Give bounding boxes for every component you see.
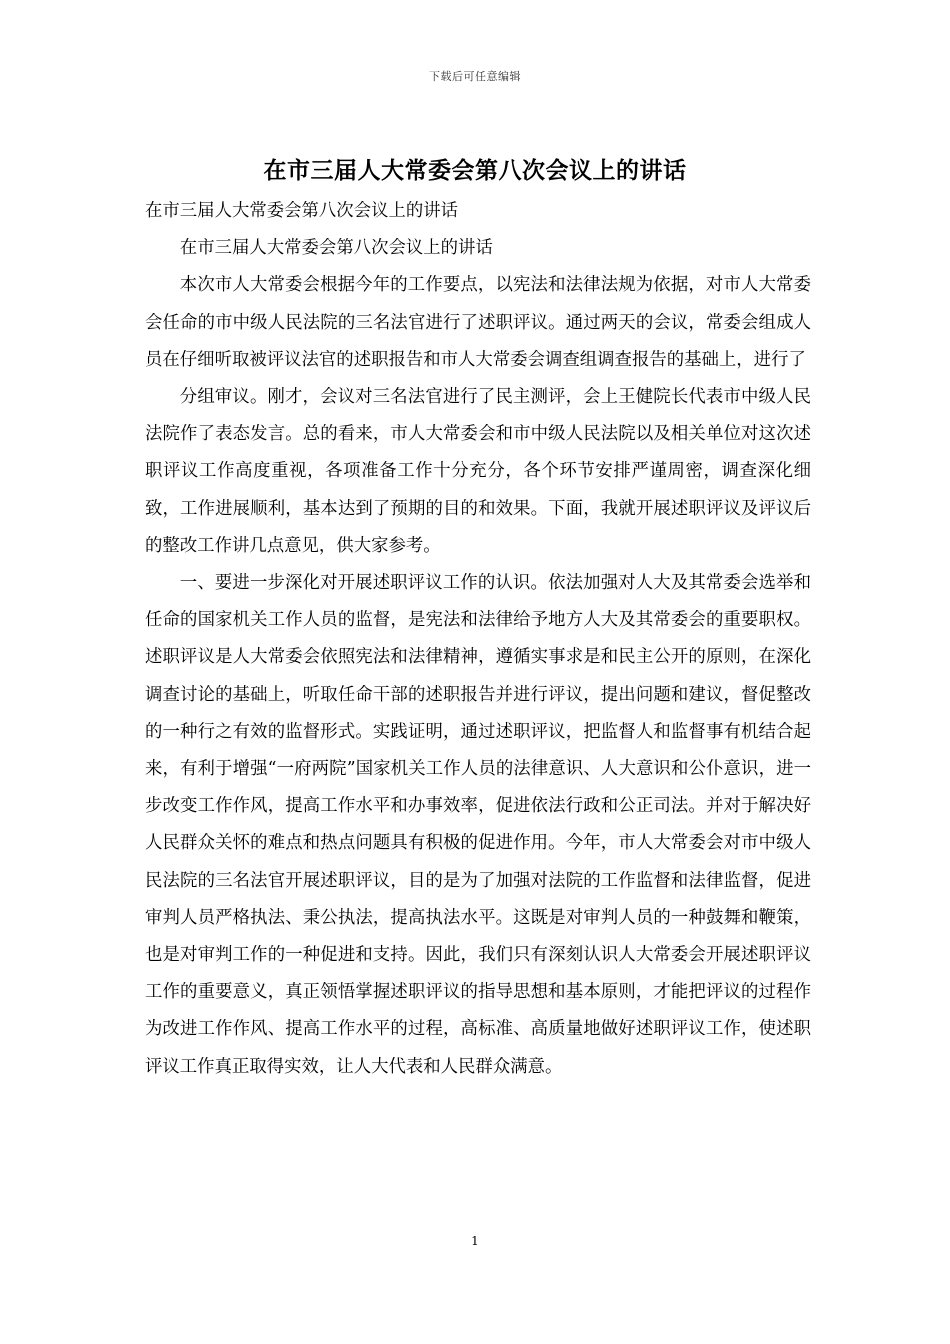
- subtitle-line: 在市三届人大常委会第八次会议上的讲话: [145, 201, 459, 221]
- paragraph-review: 分组审议。刚才，会议对三名法官进行了民主测评，会上王健院长代表市中级人民法院作了表态发言。总的看来，市人大常委会和市中级人民法院以及相关单位对这次述职评议工作高度重视，各项准备工作十分充分，各个环节安排严谨周密，调查深化细致，工作进展顺利，基本达到了预期的目的和效果。下面，我就开展述职评议及评议后的整改工作讲几点意见，供大家参考。: [145, 387, 811, 556]
- paragraph-intro: 本次市人大常委会根据今年的工作要点，以宪法和法律法规为依据，对市人大常委会任命的市中级人民法院的三名法官进行了述职评议。通过两天的会议，常委会组成人员在仔细听取被评议法官的述职报告和市人大常委会调查组调查报告的基础上，进行了: [145, 275, 811, 370]
- header-note: 下载后可任意编辑: [429, 70, 521, 83]
- paragraph-section-one: 一、要进一步深化对开展述职评议工作的认识。依法加强对人大及其常委会选举和任命的国家机关工作人员的监督，是宪法和法律给予地方人大及其常委会的重要职权。述职评议是人大常委会依照宪法和法律精神，遵循实事求是和民主公开的原则，在深化调查讨论的基础上，听取任命干部的述职报告并进行评议，提出问题和建议，督促整改的一种行之有效的监督形式。实践证明，通过述职评议，把监督人和监督事有机结合起来，有利于增强“一府两院”国家机关工作人员的法律意识、人大意识和公仆意识，进一步改变工作作风，提高工作水平和办事效率，促进依法行政和公正司法。并对于解决好人民群众关怀的难点和热点问题具有积极的促进作用。今年，市人大常委会对市中级人民法院的三名法官开展述职评议，目的是为了加强对法院的工作监督和法律监督，促进审判人员严格执法、秉公执法，提高执法水平。这既是对审判人员的一种鼓舞和鞭策，也是对审判工作的一种促进和支持。因此，我们只有深刻认识人大常委会开展述职评议工作的重要意义，真正领悟掌握述职评议的指导思想和基本原则，才能把评议的过程作为改进工作作风、提高工作水平的过程，高标准、高质量地做好述职评议工作，使述职评议工作真正取得实效，让人大代表和人民群众满意。: [145, 573, 811, 1077]
- document-title: 在市三届人大常委会第八次会议上的讲话: [263, 157, 687, 184]
- subtitle-line-indented: 在市三届人大常委会第八次会议上的讲话: [179, 238, 493, 259]
- page-number: 1: [471, 1234, 479, 1248]
- document-body: [145, 193, 811, 1086]
